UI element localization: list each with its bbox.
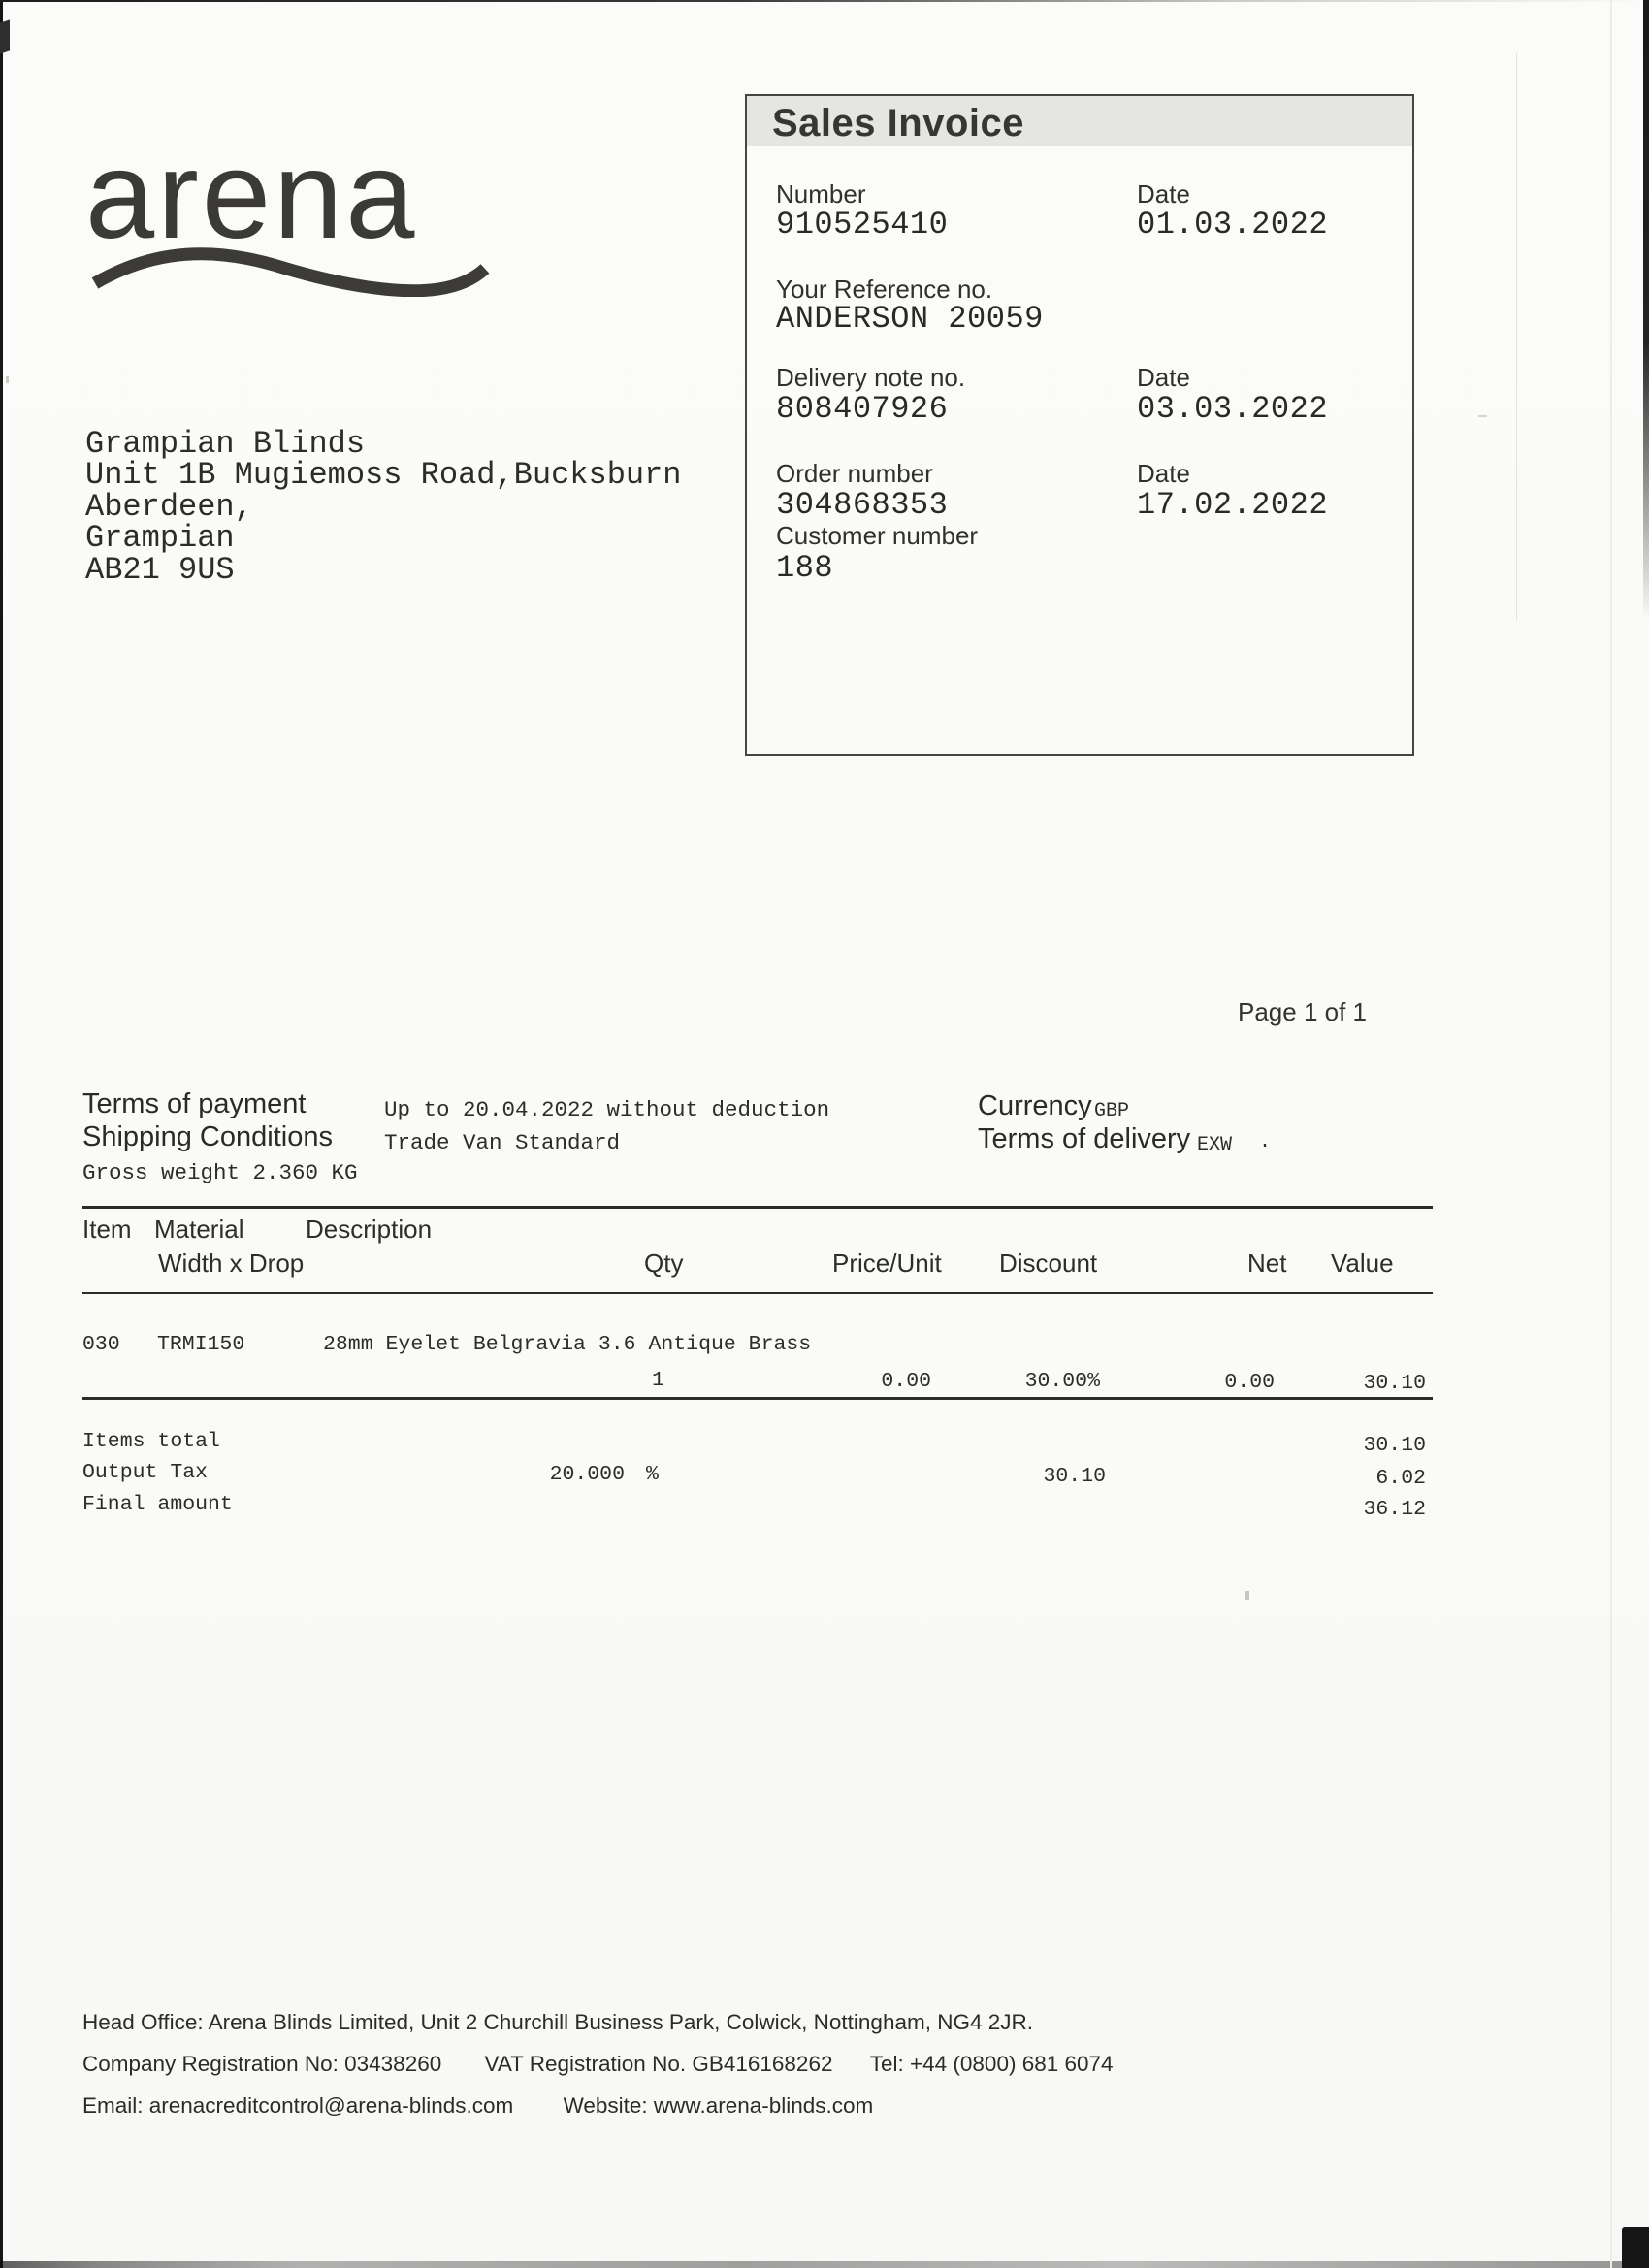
scan-crease-inner — [1516, 53, 1517, 621]
reference-value: ANDERSON 20059 — [776, 301, 1044, 337]
items-total-value: 30.10 — [1363, 1434, 1426, 1457]
delivery-date-value: 03.03.2022 — [1137, 391, 1329, 427]
header-net: Net — [1247, 1248, 1287, 1278]
cell-price-unit: 0.00 — [881, 1370, 931, 1393]
logo-wordmark: arena — [85, 126, 418, 265]
recipient-address — [85, 426, 682, 588]
cell-discount: 30.00% — [1024, 1370, 1100, 1393]
cell-material: TRMI150 — [157, 1333, 245, 1356]
scan-speck — [6, 376, 9, 383]
footer-website: Website: www.arena-blinds.com — [563, 2093, 874, 2118]
header-material: Material — [154, 1215, 244, 1244]
invoice-number-label: Number — [776, 179, 866, 209]
scan-edge-left — [0, 0, 3, 2268]
invoice-date-value: 01.03.2022 — [1137, 207, 1329, 243]
footer-telephone: Tel: +44 (0800) 681 6074 — [869, 2052, 1114, 2076]
footer-vat-registration: VAT Registration No. GB416168262 — [484, 2052, 833, 2076]
cell-value: 30.10 — [1363, 1372, 1426, 1395]
invoice-date-label: Date — [1137, 179, 1190, 209]
table-rule-header — [82, 1292, 1433, 1294]
delivery-date-label: Date — [1137, 363, 1190, 392]
order-number-label: Order number — [776, 459, 933, 488]
output-tax-value: 6.02 — [1375, 1467, 1426, 1490]
output-tax-rate: 20.000 — [549, 1463, 625, 1486]
customer-number-label: Customer number — [776, 521, 979, 550]
address-line: Grampian — [85, 520, 235, 557]
panel-title-bar — [747, 96, 1412, 146]
address-line: Aberdeen, — [85, 488, 253, 525]
header-value: Value — [1331, 1248, 1394, 1278]
delivery-note-label: Delivery note no. — [776, 363, 966, 392]
footer-contact — [82, 2093, 873, 2119]
gross-weight: Gross weight 2.360 KG — [82, 1160, 358, 1185]
address-line: AB21 9US — [85, 551, 235, 588]
scan-edge-top — [0, 0, 1649, 2]
order-date-value: 17.02.2022 — [1137, 487, 1329, 523]
output-tax-percent-sign: % — [646, 1463, 659, 1486]
output-tax-base: 30.10 — [1043, 1465, 1106, 1488]
terms-of-delivery-value: EXW — [1197, 1134, 1233, 1156]
items-total-label: Items total — [82, 1430, 220, 1453]
terms-of-payment-label: Terms of payment — [82, 1088, 307, 1119]
table-rule-items — [82, 1397, 1433, 1400]
header-qty: Qty — [644, 1248, 684, 1278]
reference-label: Your Reference no. — [776, 275, 993, 304]
customer-number-value: 188 — [776, 550, 834, 586]
terms-of-delivery-suffix: . — [1259, 1131, 1272, 1153]
final-amount-value: 36.12 — [1363, 1498, 1426, 1521]
address-line: Unit 1B Mugiemoss Road,Bucksburn — [85, 457, 682, 494]
header-description: Description — [306, 1215, 433, 1244]
order-date-label: Date — [1137, 459, 1190, 488]
header-width-drop: Width x Drop — [158, 1248, 305, 1278]
footer-head-office: Head Office: Arena Blinds Limited, Unit 2 Churchill Business Park, Colwick, Nottingham, NG4 2JR. — [82, 2010, 1033, 2034]
shipping-conditions-value: Trade Van Standard — [384, 1130, 621, 1155]
header-discount: Discount — [999, 1248, 1098, 1278]
terms-of-payment-value: Up to 20.04.2022 without deduction — [384, 1097, 830, 1122]
table-rule-top — [82, 1206, 1433, 1209]
scan-speck — [1245, 1591, 1249, 1600]
footer-email: Email: arenacreditcontrol@arena-blinds.com — [82, 2093, 514, 2118]
sales-invoice-panel — [745, 94, 1414, 756]
scan-corner-blob — [1622, 2227, 1649, 2268]
order-number-value: 304868353 — [776, 487, 949, 523]
scan-edge-bottom — [0, 2261, 1649, 2268]
delivery-note-value: 808407926 — [776, 391, 949, 427]
invoice-number-value: 910525410 — [776, 207, 949, 243]
scan-crease-right — [1610, 0, 1612, 2268]
address-line: Grampian Blinds — [85, 426, 366, 462]
cell-qty: 1 — [652, 1369, 664, 1392]
logo-swoosh-icon — [87, 241, 506, 297]
terms-of-delivery-label: Terms of delivery — [978, 1123, 1191, 1154]
output-tax-label: Output Tax — [82, 1461, 209, 1484]
footer-company-registration: Company Registration No: 03438260 — [82, 2052, 442, 2076]
scan-speck — [1478, 415, 1487, 417]
shipping-conditions-label: Shipping Conditions — [82, 1121, 333, 1152]
page-indicator: Page 1 of 1 — [1238, 997, 1367, 1026]
scan-edge-left-wedge — [0, 19, 10, 53]
currency-label: Currency — [978, 1090, 1092, 1121]
cell-item: 030 — [82, 1333, 120, 1356]
currency-value: GBP — [1094, 1100, 1130, 1122]
header-item: Item — [82, 1215, 132, 1244]
footer-registration — [82, 2052, 1114, 2077]
cell-net: 0.00 — [1224, 1371, 1275, 1394]
scan-edge-right — [1643, 0, 1649, 621]
header-price-unit: Price/Unit — [832, 1248, 942, 1278]
cell-description: 28mm Eyelet Belgravia 3.6 Antique Brass — [323, 1333, 812, 1356]
final-amount-label: Final amount — [82, 1493, 233, 1516]
panel-title: Sales Invoice — [772, 102, 1024, 145]
